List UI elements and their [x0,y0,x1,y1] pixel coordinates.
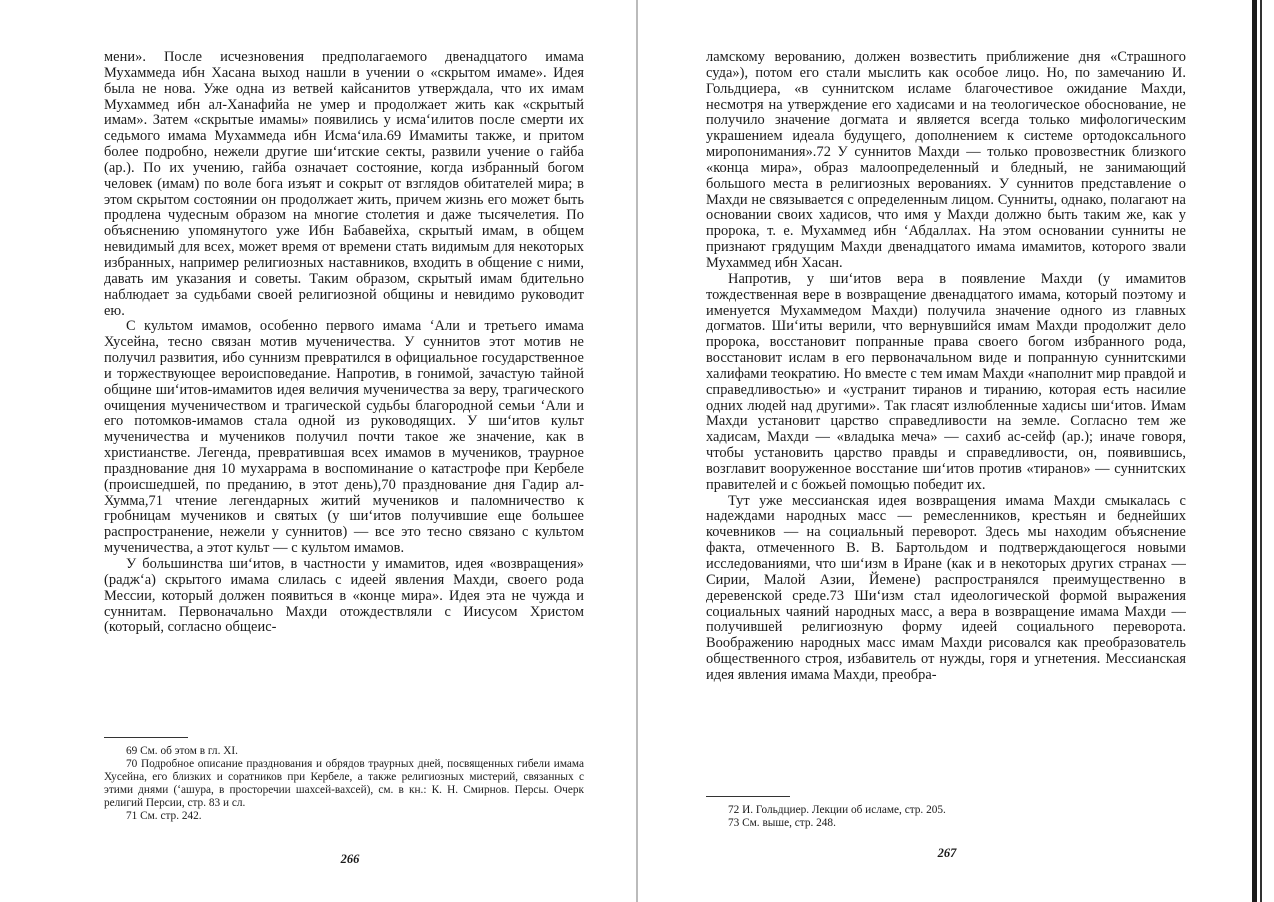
footnote-71: 71 См. стр. 242. [126,809,202,822]
left-page-number: 266 [340,852,360,866]
left-paragraph-3: У большинства ши‘итов, в частности у имамитов, идея «возвращения» (радж‘а) скрытого имама слилась с идеей явления Махди, своего рода Мессии, который должен появиться в «конце мира». Идея эта не чужда и суннитам. Первоначально Махди отождествляли с Иисусом Христом (который, согласно общеис- [104,556,584,636]
right-edge-line [1260,0,1262,902]
left-footnotes [104,745,584,822]
left-footnote-rule [104,737,188,738]
right-paragraph-1: ламскому верованию, должен возвестить приближение дня «Страшного суда»), потом его стали мыслить как особое лицо. Но, по замечанию И. Гольдциера, «в суннитском исламе благочестивое ожидание Махди, несмотря на утверждение его хадисами и на теологическое обоснование, не получило значение догмата и является всегда только мифологическим украшением идеала будущего, дополнением к системе ортодоксального миропонимания».72 У суннитов Махди — только провозвестник близкого «конца мира», образ малоопределенный и бледный, не занимающий большого места в религиозных верованиях. У суннитов представление о Махди не связывается с определенным лицом. Сунниты, однако, полагают на основании своих хадисов, что имя у Махди должно быть таким же, как у пророка, т. е. Мухаммед ибн ‘Абдаллах. На этом основании сунниты не признают грядущим Махди двенадцатого имама имамитов, которого звали Мухаммед ибн Хасан. [706,49,1186,271]
right-edge-shadow [1252,0,1257,902]
left-paragraph-2: С культом имамов, особенно первого имама ‘Али и третьего имама Хусейна, тесно связан мотив мученичества. У суннитов этот мотив не получил развития, ибо суннизм превратился в официальное государственное и торжествующее вероисповедание. Напротив, в гонимой, зачастую тайной общине ши‘итов-имамитов идея величия мученичества за веру, трагического очищения мученичеством и трагической судьбы благородной семьи ‘Али и его потомков-имамов стала одной из руководящих. У ши‘итов культ мученичества и мучеников получил почти такое же значение, как в христианстве. Легенда, превратившая всех имамов в мучеников, траурное празднование дня 10 мухаррама в воспоминание о катастрофе при Кербеле (происшедшей, по преданию, в этот день),70 празднование дня Гадир ал-Хумма,71 чтение легендарных житий мучеников и паломничество к гробницам мучеников и святых (у ши‘итов получившие еще большее распространение, нежели у суннитов) — все это тесно связано с культом мученичества, а этот культ — с культом имамов. [104,318,584,557]
right-paragraph-3: Тут уже мессианская идея возвращения имама Махди смыкалась с надеждами народных масс — ремесленников, крестьян и беднейших кочевников — на социальный переворот. Здесь мы находим объяснение факта, отмеченного В. В. Бартольдом и подтверждающегося новыми исследованиями, что ши‘изм в Иране (как и в некоторых других странах — Сирии, Малой Азии, Йемене) распространялся преимущественно в деревенской среде.73 Ши‘изм стал идеологической формой выражения социальных чаяний народных масс, а вера в возвращение имама Махди — получившей религиозную форму идеей социального переворота. Воображению народных масс имам Махди рисовался как преобразователь общественного строя, избавитель от нужды, горя и угнетения. Мессианская идея явления имама Махди, преобра- [706,492,1186,683]
left-paragraph-1: мени». После исчезновения предполагаемого двенадцатого имама Мухаммеда ибн Хасана выход нашли в учении о «скрытом имаме». Идея была не нова. Уже одна из ветвей кайсанитов утверждала, что их имам Мухаммед ибн ал-Ханафийа не умер и продолжает жить как «скрытый имам». Затем «скрытые имамы» появились у исма‘илитов после смерти их седьмого имама Мухаммеда ибн Исма‘ила.69 Имамиты также, и притом более подробно, нежели другие ши‘итские секты, развили учение о гайба (ар.). По их учению, гайба означает состояние, когда избранный богом человек (имам) по воле бога изъят и сокрыт от взглядов обитателей мира; в этом скрытом состоянии он продолжает жить, причем жизнь его может быть продлена чудесным образом на многие столетия и даже тысячелетия. По объяснению упомянутого уже Ибн Бабавейха, скрытый имам, в общем невидимый для всех, может время от времени стать видимым для некоторых избранных, например религиозных наставников, входить в общение с ними, давать им указания и советы. Таким образом, скрытый имам бдительно наблюдает за судьбами своей религиозной общины и невидимо руководит ею. [104,49,584,319]
footnote-73: 73 См. выше, стр. 248. [728,816,836,829]
footnote-70: 70 Подробное описание празднования и обрядов траурных дней, посвященных гибели имама Хусейна, его близких и соратников при Кербеле, а также религиозных мистерий, связанных с этими днями (‘ашура, в просторечии шахсей-вахсей), см. в кн.: К. Н. Смирнов. Персы. Очерк религий Персии, стр. 83 и сл. [104,757,584,809]
right-page-number: 267 [937,846,957,860]
right-footnotes [706,804,1186,830]
right-footnote-rule [706,796,790,797]
right-paragraph-2: Напротив, у ши‘итов вера в появление Махди (у имамитов тождественная вере в возвращение двенадцатого имама, который поэтому и именуется Мухаммедом Махди) получила значение одного из главных догматов. Ши‘иты верили, что вернувшийся имам Махди продолжит дело пророка, восстановит попранные права своего богом избранного рода, восстановит ислам в его первоначальном виде и попранную суннитскими халифами теократию. Но вместе с тем имам Махди «наполнит мир правдой и справедливостью» и «устранит тиранов и тиранию, которая есть насилие одних людей над другими». Так гласят излюбленные хадисы ши‘итов. Имам Махди установит царство справедливости на земле. Согласно тем же хадисам, Махди — «владыка меча» — сахиб ас-сейф (ар.); иначе говоря, чтобы установить царство правды и справедливости, он, появившись, возглавит вооруженное восстание ши‘итов против «тиранов» — суннитских правителей и с божьей помощью победит их. [706,270,1186,493]
footnote-69: 69 См. об этом в гл. XI. [126,745,238,757]
left-main-text [104,50,584,636]
right-page [637,0,1274,902]
footnote-72: 72 И. Гольдциер. Лекции об исламе, стр. 205. [728,804,946,816]
right-main-text [706,50,1186,684]
